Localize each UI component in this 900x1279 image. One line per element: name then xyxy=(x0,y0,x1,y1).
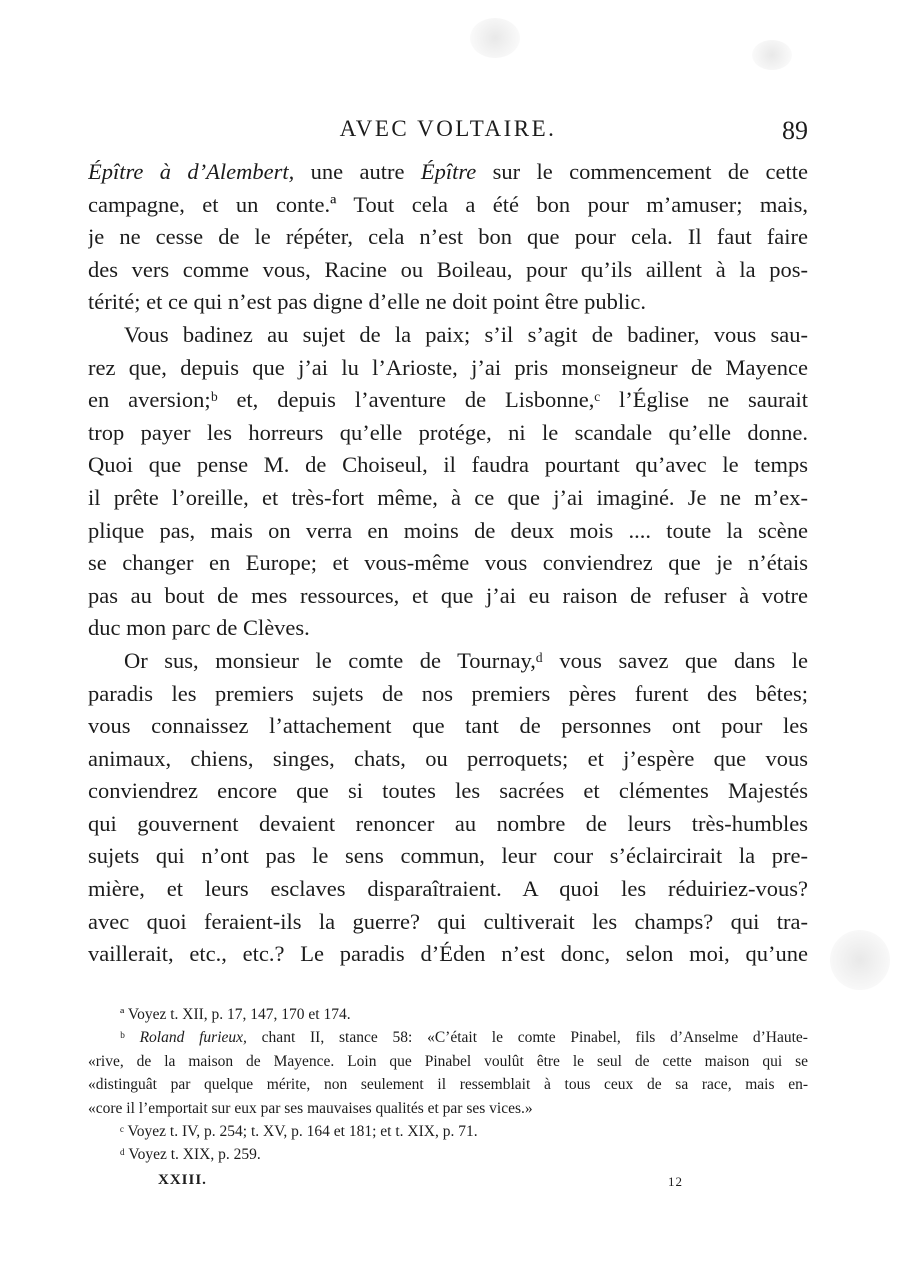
body-text xyxy=(88,156,808,971)
text-line: je ne cesse de le répéter, cela n’est bon que pour cela. Il faut faire xyxy=(88,224,808,250)
text-line: vaillerait, etc., etc.? Le paradis d’Éden n’est donc, selon moi, qu’une xyxy=(88,941,808,967)
signature-mark: XXIII. xyxy=(158,1172,207,1188)
footnote-line: ᶜ Voyez t. IV, p. 254; t. XV, p. 164 et 181; et t. XIX, p. 71. xyxy=(120,1122,478,1140)
footnote-line: ᵈ Voyez t. XIX, p. 259. xyxy=(120,1146,261,1164)
footnote-line: «distinguât par quelque mérite, non seulement il ressemblait à tous ceux de sa race, mais en- xyxy=(88,1076,808,1094)
paper-stain xyxy=(752,40,792,70)
text-line: campagne, et un conte.ª Tout cela a été bon pour m’amuser; mais, xyxy=(88,191,808,217)
text-line: vous connaissez l’attachement que tant de personnes ont pour les xyxy=(88,713,808,739)
text-line: en aversion;ᵇ et, depuis l’aventure de Lisbonne,ᶜ l’Église ne saurait xyxy=(88,387,808,413)
text-line: plique pas, mais on verra en moins de deux mois .... toute la scène xyxy=(88,517,808,543)
running-head xyxy=(88,112,808,146)
footnote-line: «rive, de la maison de Mayence. Loin que Pinabel voulût être le seul de cette maison qui se xyxy=(88,1052,808,1070)
text-line: Vous badinez au sujet de la paix; s’il s’agit de badiner, vous sau- xyxy=(124,321,808,347)
text-line: Or sus, monsieur le comte de Tournay,ᵈ vous savez que dans le xyxy=(124,647,808,673)
text-line: des vers comme vous, Racine ou Boileau, pour qu’ils aillent à la pos- xyxy=(88,256,808,282)
text-line: rez que, depuis que j’ai lu l’Arioste, j’ai pris monseigneur de Mayence xyxy=(88,354,808,380)
text-line: paradis les premiers sujets de nos premiers pères furent des bêtes; xyxy=(88,680,808,706)
text-line: se changer en Europe; et vous-même vous conviendrez que je n’étais xyxy=(88,550,808,576)
text-line: sujets qui n’ont pas le sens commun, leur cour s’éclaircirait la pre- xyxy=(88,843,808,869)
text-line: duc mon parc de Clèves. xyxy=(88,615,310,641)
page-number: 89 xyxy=(782,116,808,145)
text-line: Épître à d’Alembert, une autre Épître sur le commencement de cette xyxy=(88,159,808,184)
text-line: Quoi que pense M. de Choiseul, il faudra pourtant qu’avec le temps xyxy=(88,452,808,478)
text-line: avec quoi feraient-ils la guerre? qui cultiverait les champs? qui tra- xyxy=(88,908,808,934)
footnote-line: «core il l’emportait sur eux par ses mauvaises qualités et par ses vices.» xyxy=(88,1099,533,1117)
text-line: il prête l’oreille, et très-fort même, à ce que j’ai imaginé. Je ne m’ex- xyxy=(88,484,808,510)
text-line: mière, et leurs esclaves disparaîtraient. A quoi les réduiriez-vous? xyxy=(88,876,808,902)
footnotes xyxy=(88,1003,808,1167)
text-line: térité; et ce qui n’est pas digne d’elle ne doit point être public. xyxy=(88,289,646,315)
text-line: pas au bout de mes ressources, et que j’ai eu raison de refuser à votre xyxy=(88,582,808,608)
sheet-number: 12 xyxy=(668,1174,683,1189)
text-line: qui gouvernent devaient renoncer au nombre de leurs très-humbles xyxy=(88,810,808,836)
paper-stain xyxy=(470,18,520,58)
text-line: animaux, chiens, singes, chats, ou perroquets; et j’espère que vous xyxy=(88,745,808,771)
paper-stain xyxy=(830,930,890,990)
footnote-line: ᵇ Roland furieux, chant II, stance 58: «C’était le comte Pinabel, fils d’Anselme d’Haute- xyxy=(120,1029,808,1047)
text-line: trop payer les horreurs qu’elle protége, ni le scandale qu’elle donne. xyxy=(88,419,808,445)
footnote-line: ª Voyez t. XII, p. 17, 147, 170 et 174. xyxy=(120,1006,351,1023)
text-line: conviendrez encore que si toutes les sacrées et clémentes Majestés xyxy=(88,778,808,804)
running-title: AVEC VOLTAIRE. xyxy=(339,116,557,141)
